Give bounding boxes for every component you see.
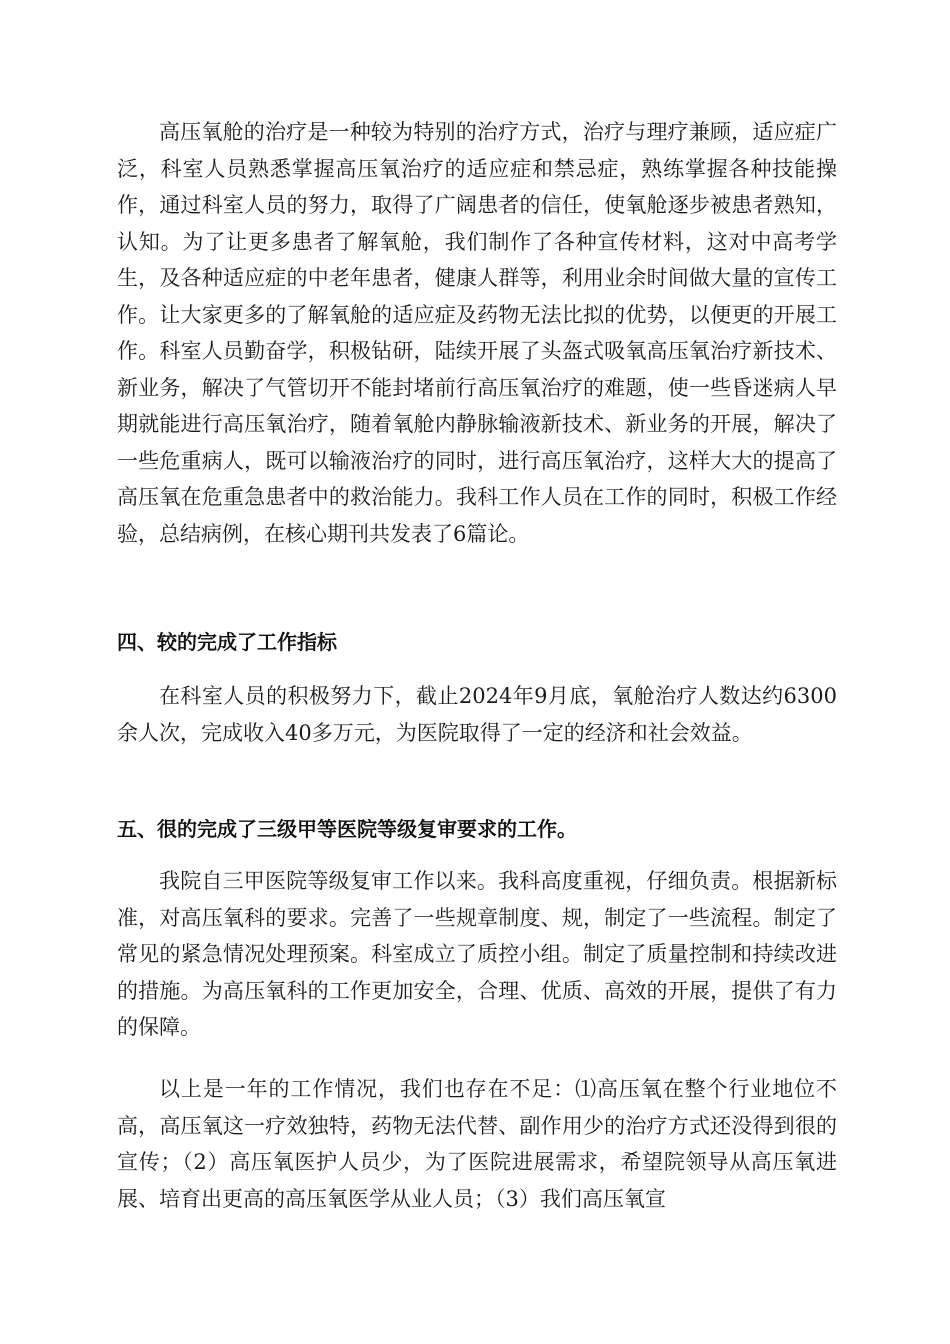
body-paragraph: 我院自三甲医院等级复审工作以来。我科高度重视，仔细负责。根据新标准，对高压氧科的要求。完善了一些规章制度、规，制定了一些流程。制定了常见的紧急情况处理预案。科室成立了质控小组。制定了质量控制和持续改进的措施。为高压氧科的工作更加安全，合理、优质、高效的开展，提供了有力的保障。 [117,869,837,1039]
body-paragraph: 在科室人员的积极努力下，截止2024年9月底，氧舱治疗人数达约6300余人次，完成收入40多万元，为医院取得了一定的经济和社会效益。 [117,684,837,745]
body-paragraph: 高压氧舱的治疗是一种较为特别的治疗方式，治疗与理疗兼顾，适应症广泛，科室人员熟悉掌握高压氧治疗的适应症和禁忌症，熟练掌握各种技能操作，通过科室人员的努力，取得了广阔患者的信任，使氧舱逐步被患者熟知，认知。为了让更多患者了解氧舱，我们制作了各种宣传材料，这对中高考学生，及各种适应症的中老年患者，健康人群等，利用业余时间做大量的宣传工作。让大家更多的了解氧舱的适应症及药物无法比拟的优势，以便更的开展工作。科室人员勤奋学，积极钻研，陆续开展了头盔式吸氧高压氧治疗新技术、新业务，解决了气管切开不能封堵前行高压氧治疗的难题，使一些昏迷病人早期就能进行高压氧治疗，随着氧舱内静脉输液新技术、新业务的开展，解决了一些危重病人，既可以输液治疗的同时，进行高压氧治疗，这样大大的提高了高压氧在危重急患者中的救治能力。我科工作人员在工作的同时，积极工作经验，总结病例，在核心期刊共发表了6篇论。 [117,120,837,546]
section-heading: 五、很的完成了三级甲等医院等级复审要求的工作。 [117,817,577,841]
body-paragraph: 以上是一年的工作情况，我们也存在不足：⑴高压氧在整个行业地位不高，高压氧这一疗效独特，药物无法代替、副作用少的治疗方式还没得到很的宣传；（2）高压氧医护人员少，为了医院进展需求，希望院领导从高压氧进展、培育出更高的高压氧医学从业人员；（3）我们高压氧宣 [117,1077,837,1211]
section-heading: 四、较的完成了工作指标 [117,630,337,654]
